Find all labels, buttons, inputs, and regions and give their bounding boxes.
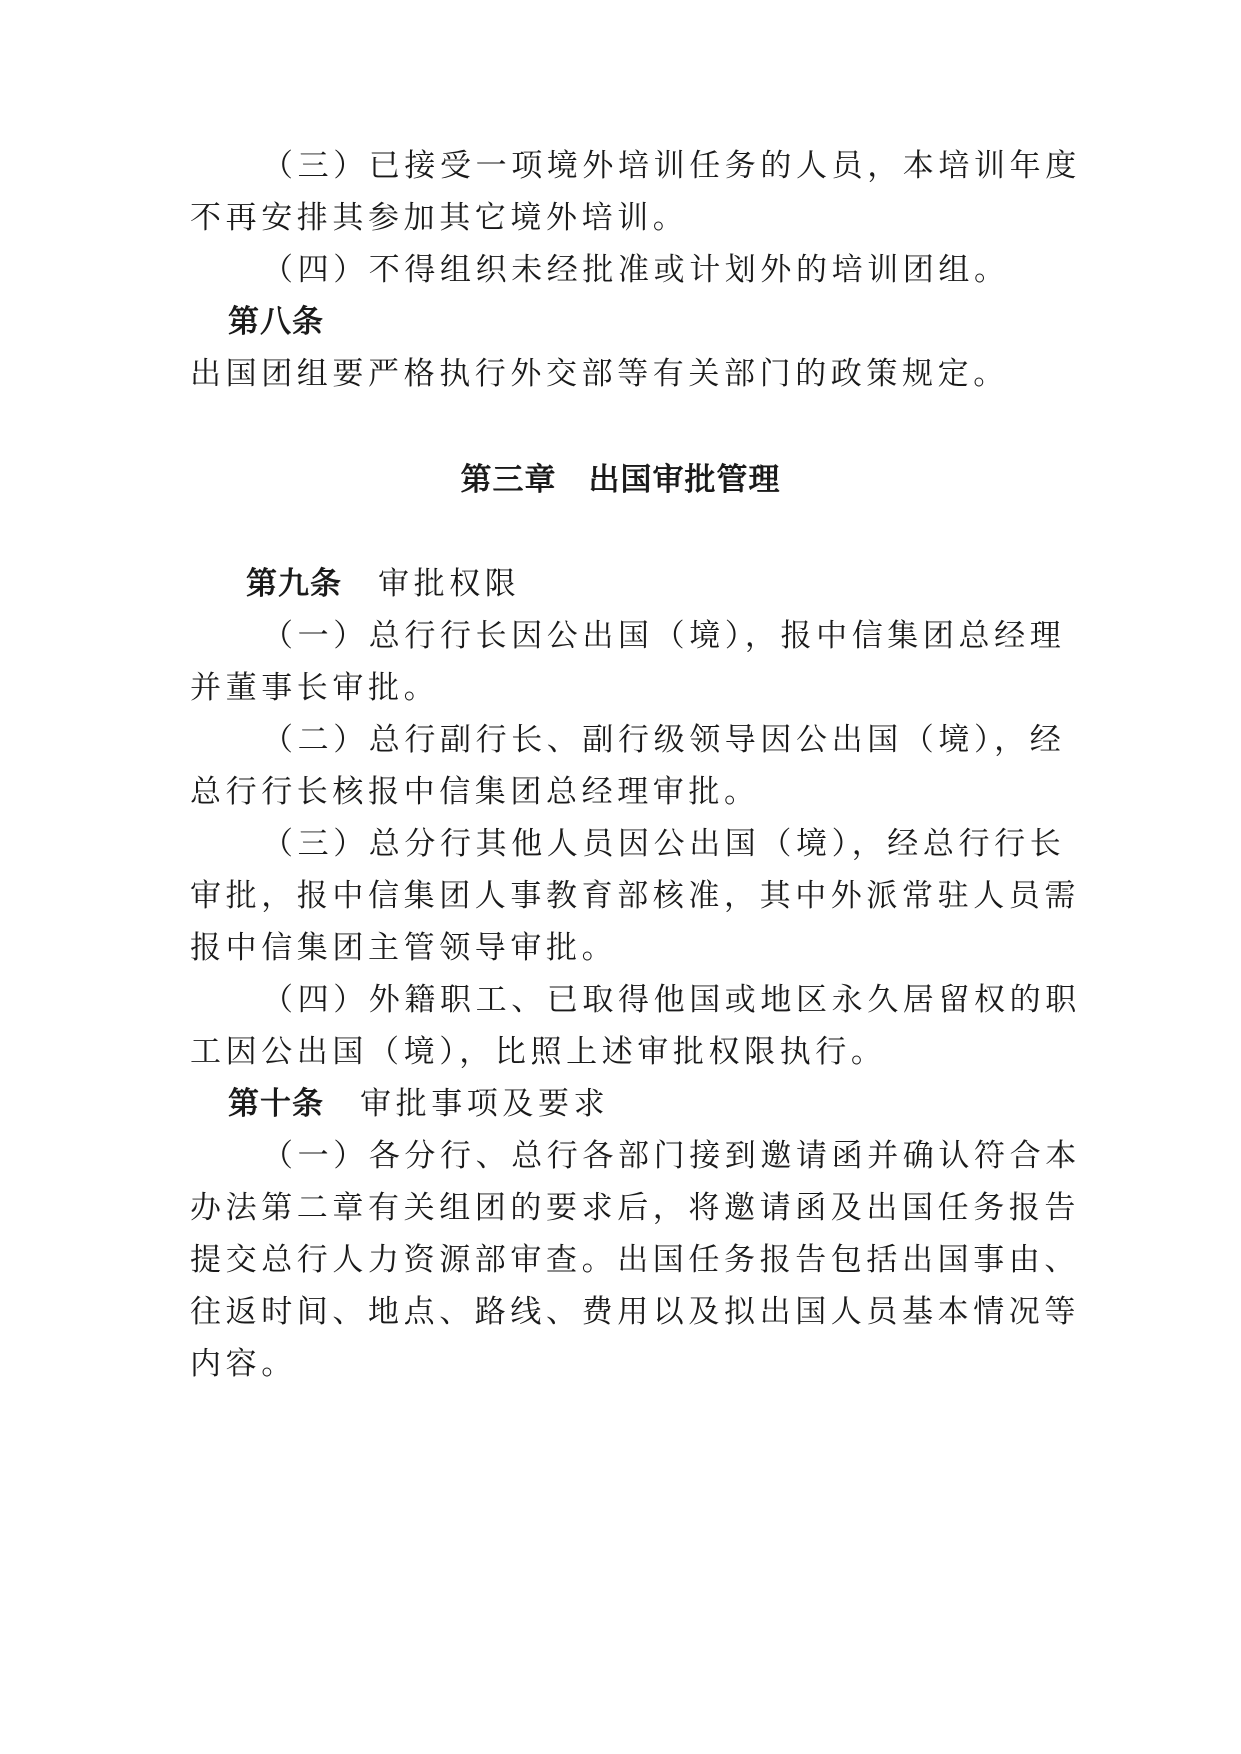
article-10-heading <box>228 1084 609 1124</box>
article-9-title: 审批权限 <box>378 566 521 602</box>
article-8-heading: 第八条 <box>228 304 324 340</box>
chapter-3-title: 第三章 出国审批管理 <box>460 462 781 498</box>
paragraph-line: 往返时间、地点、路线、费用以及拟出国人员基本情况等 <box>190 1294 1080 1330</box>
paragraph-line: 内容。 <box>190 1346 297 1382</box>
paragraph-line: 办法第二章有关组团的要求后，将邀请函及出国任务报告 <box>190 1190 1080 1226</box>
paragraph-line: 报中信集团主管领导审批。 <box>190 930 618 966</box>
paragraph-line: 并董事长审批。 <box>190 670 440 706</box>
paragraph-line: 不再安排其参加其它境外培训。 <box>190 200 689 236</box>
paragraph-line: （四）不得组织未经批准或计划外的培训团组。 <box>262 252 1010 288</box>
paragraph-line: （一）总行行长因公出国（境），报中信集团总经理 <box>262 618 1066 654</box>
paragraph-line: （四）外籍职工、已取得他国或地区永久居留权的职 <box>262 982 1081 1018</box>
paragraph-line: 审批，报中信集团人事教育部核准，其中外派常驻人员需 <box>190 878 1080 914</box>
paragraph-line: 工因公出国（境），比照上述审批权限执行。 <box>190 1034 887 1070</box>
article-9-heading <box>246 564 520 604</box>
paragraph-line: （一）各分行、总行各部门接到邀请函并确认符合本 <box>262 1138 1081 1174</box>
article-10-number: 第十条 <box>228 1086 324 1122</box>
article-8-text: 出国团组要严格执行外交部等有关部门的政策规定。 <box>190 356 1009 392</box>
paragraph-line: 总行行长核报中信集团总经理审批。 <box>190 774 760 810</box>
article-9-number: 第九条 <box>246 566 342 602</box>
paragraph-line: （二）总行副行长、副行级领导因公出国（境），经 <box>262 722 1066 758</box>
article-10-title: 审批事项及要求 <box>360 1086 610 1122</box>
paragraph-line: （三）已接受一项境外培训任务的人员，本培训年度 <box>262 148 1081 184</box>
paragraph-line: 提交总行人力资源部审查。出国任务报告包括出国事由、 <box>190 1242 1080 1278</box>
paragraph-line: （三）总分行其他人员因公出国（境），经总行行长 <box>262 826 1066 862</box>
